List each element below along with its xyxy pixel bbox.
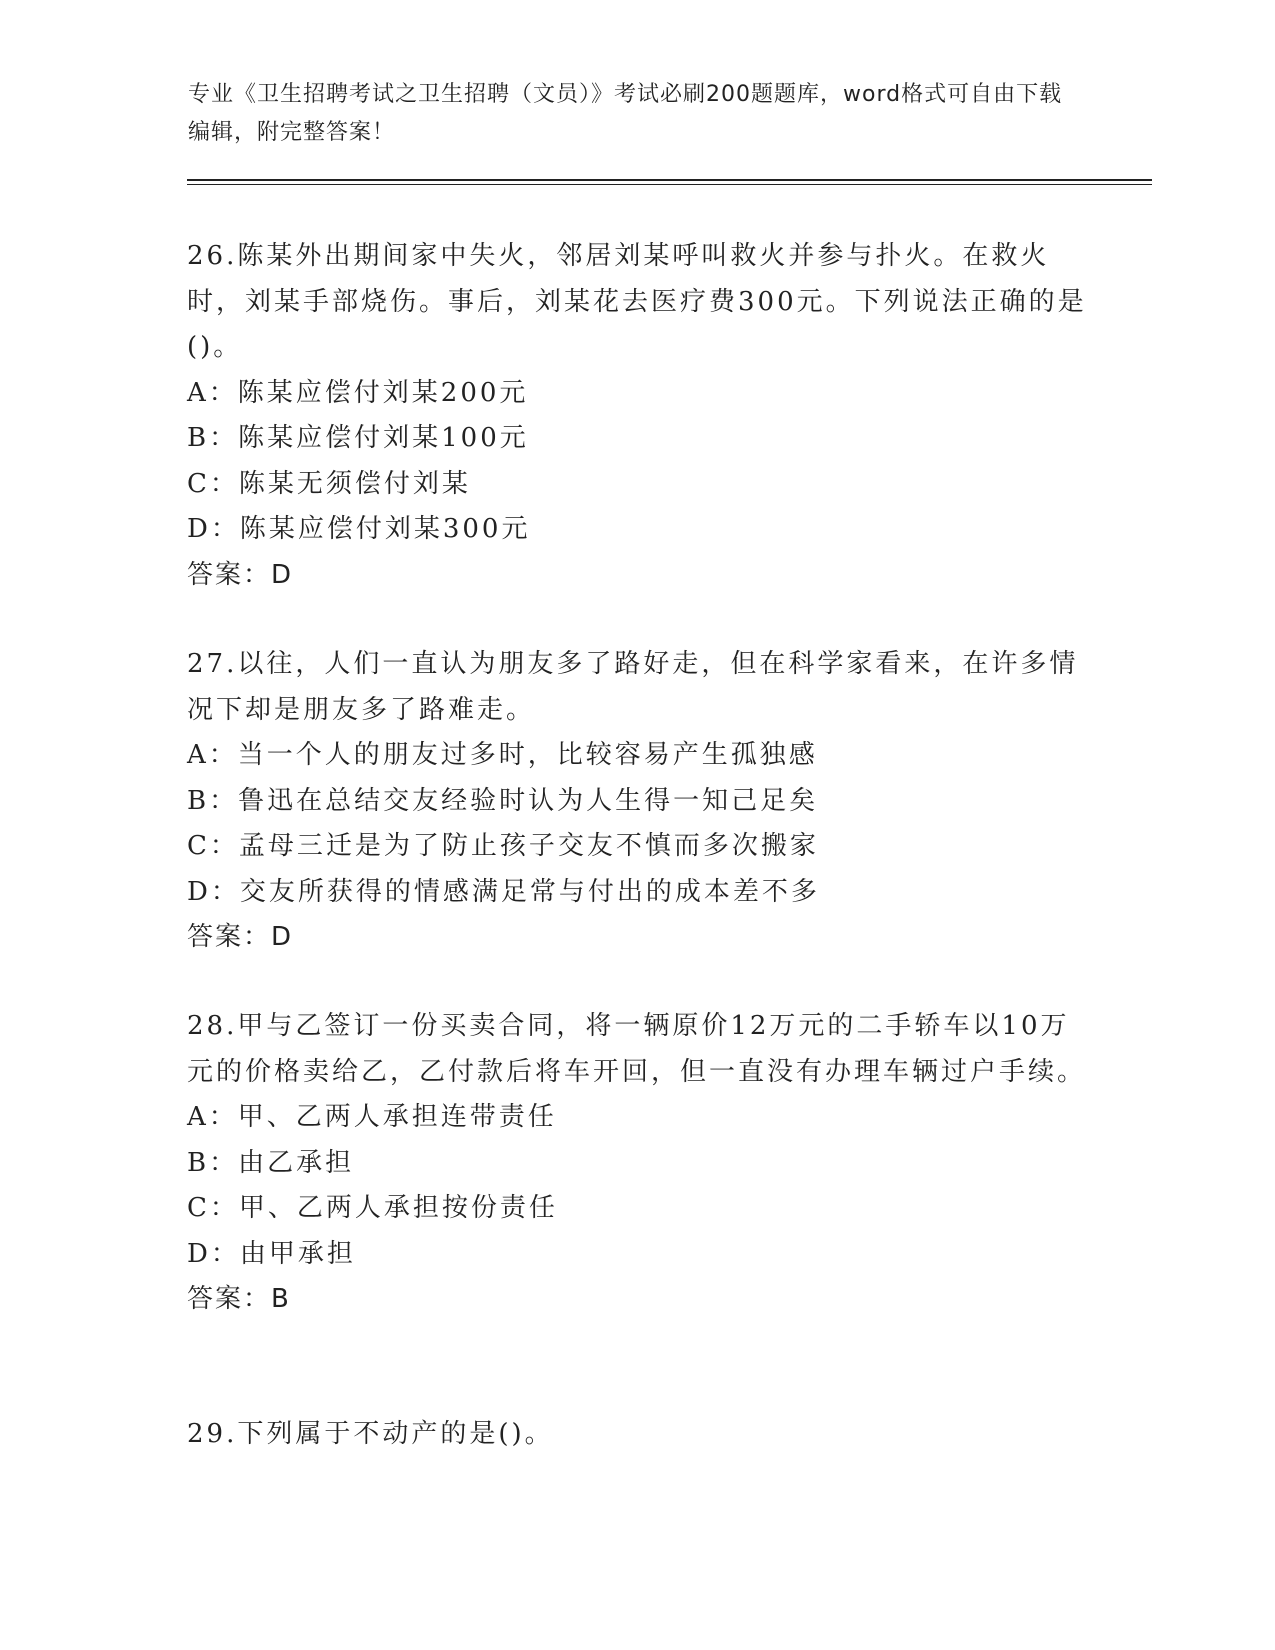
option-d: D：交友所获得的情感满足常与付出的成本差不多 bbox=[187, 876, 820, 907]
answer-label: 答案：D bbox=[187, 922, 294, 952]
question-29 bbox=[187, 1412, 1087, 1458]
option-list bbox=[187, 733, 1087, 915]
header-divider-thin bbox=[187, 184, 1152, 185]
option-b: B：陈某应偿付刘某100元 bbox=[187, 423, 529, 453]
option-c: C：甲、乙两人承担按份责任 bbox=[187, 1193, 558, 1223]
option-d: D：陈某应偿付刘某300元 bbox=[187, 514, 531, 544]
option-c: C：陈某无须偿付刘某 bbox=[187, 468, 471, 499]
question-stem: 26.陈某外出期间家中失火，邻居刘某呼叫救火并参与扑火。在救火时，刘某手部烧伤。事后，刘某花去医疗费300元。下列说法正确的是()。 bbox=[187, 241, 1087, 362]
question-27 bbox=[187, 642, 1087, 961]
header-divider bbox=[187, 179, 1152, 181]
option-c: C：孟母三迁是为了防止孩子交友不慎而多次搬家 bbox=[187, 831, 819, 861]
option-b: B：鲁迅在总结交友经验时认为人生得一知己足矣 bbox=[187, 785, 819, 816]
option-list bbox=[187, 1095, 1087, 1277]
question-26 bbox=[187, 234, 1087, 598]
option-b: B：由乙承担 bbox=[187, 1147, 355, 1178]
question-stem: 27.以往，人们一直认为朋友多了路好走，但在科学家看来，在许多情况下却是朋友多了路难走。 bbox=[187, 649, 1079, 725]
question-28 bbox=[187, 1004, 1087, 1323]
option-list bbox=[187, 371, 1087, 553]
answer-label: 答案：B bbox=[187, 1284, 291, 1314]
question-stem: 28.甲与乙签订一份买卖合同，将一辆原价12万元的二手轿车以10万元的价格卖给乙，乙付款后将车开回，但一直没有办理车辆过户手续。 bbox=[187, 1011, 1087, 1087]
answer-label: 答案：D bbox=[187, 559, 294, 590]
option-d: D：由甲承担 bbox=[187, 1238, 356, 1269]
document-header: 专业《卫生招聘考试之卫生招聘（文员）》考试必刷200题题库，word格式可自由下载编辑，附完整答案！ bbox=[188, 82, 1063, 145]
question-stem: 29.下列属于不动产的是()。 bbox=[187, 1419, 554, 1449]
option-a: A：陈某应偿付刘某200元 bbox=[187, 377, 529, 408]
option-a: A：甲、乙两人承担连带责任 bbox=[187, 1102, 557, 1132]
option-a: A：当一个人的朋友过多时，比较容易产生孤独感 bbox=[187, 740, 818, 770]
